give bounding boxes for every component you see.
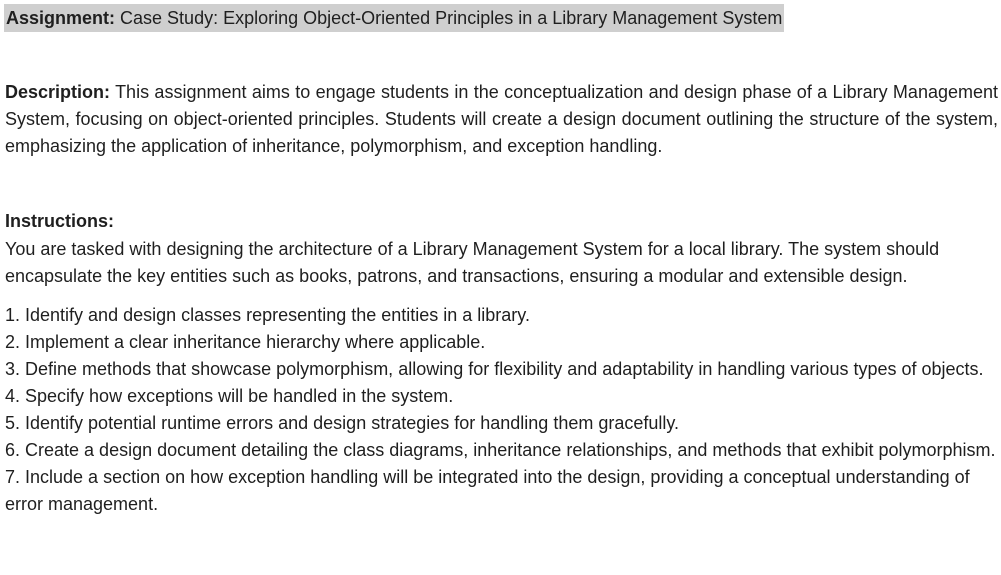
list-item: 6. Create a design document detailing the class diagrams, inheritance relationships, and methods that exhibit polymorphism. <box>5 440 996 460</box>
assignment-label: Assignment: <box>6 8 116 28</box>
description-paragraph <box>5 79 998 160</box>
list-item: 1. Identify and design classes representing the entities in a library. <box>5 305 530 325</box>
assignment-title-line <box>4 4 784 32</box>
list-item: 5. Identify potential runtime errors and design strategies for handling them gracefully. <box>5 413 680 433</box>
instructions-steps-list <box>5 302 998 518</box>
list-item: 4. Specify how exceptions will be handled in the system. <box>5 386 454 406</box>
description-label: Description: <box>5 82 111 102</box>
list-item: 7. Include a section on how exception handling will be integrated into the design, providing a conceptual understanding of error management. <box>5 467 970 514</box>
description-text: This assignment aims to engage students in the conceptualization and design phase of a Library Management System, focusing on object-oriented principles. Students will create a design document outlining the structure of the system, emphasizing the application of inheritance, polymorphism, and exception handling. <box>5 82 998 156</box>
instructions-intro: You are tasked with designing the architecture of a Library Management System for a local library. The system should encapsulate the key entities such as books, patrons, and transactions, ensuring a modular and extensible design. <box>5 239 940 286</box>
assignment-title: Case Study: Exploring Object-Oriented Principles in a Library Management System <box>120 8 783 28</box>
list-item: 3. Define methods that showcase polymorphism, allowing for flexibility and adaptability in handling various types of objects. <box>5 359 984 379</box>
list-item: 2. Implement a clear inheritance hierarchy where applicable. <box>5 332 486 352</box>
instructions-heading: Instructions: <box>5 211 115 231</box>
